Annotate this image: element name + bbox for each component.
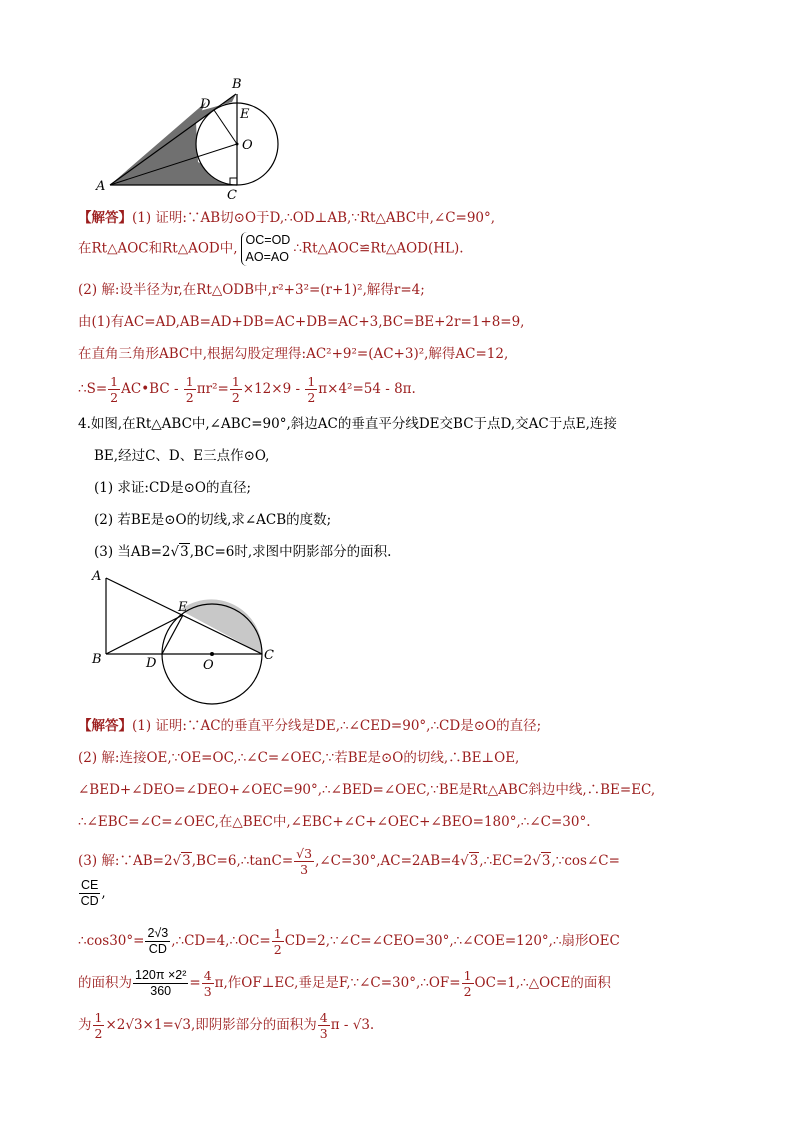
text: AC•BC -	[121, 381, 183, 397]
text: (3) 当AB=	[94, 544, 162, 560]
den: CD	[80, 894, 99, 908]
answer-tag: 【解答】	[78, 718, 132, 734]
label-o: O	[203, 658, 214, 673]
fraction-half	[108, 374, 120, 405]
label-c: C	[227, 188, 237, 202]
den: 2	[94, 1026, 103, 1041]
label-a: A	[96, 179, 106, 194]
num: 4	[203, 968, 212, 983]
text: ,∴EC=2	[479, 853, 533, 869]
solution4-line2: (2) 解:连接OE,∵OE=OC,∴∠C=∠OEC,∵若BE是⊙O的切线,∴BE⊥OE,	[78, 750, 520, 766]
solution3-line6	[78, 374, 416, 405]
den: 2	[463, 984, 472, 999]
num: CE	[81, 878, 99, 892]
system-brace	[241, 232, 291, 266]
text: 的面积为	[78, 975, 132, 991]
text: π - √3.	[330, 1017, 375, 1033]
fraction-half	[230, 374, 242, 405]
den: 2	[110, 390, 119, 405]
text: (3) 解:∵AB=2	[78, 853, 173, 869]
num: 120π ×2²	[135, 968, 187, 982]
den: 360	[150, 984, 172, 998]
text: CD=2,∵∠C=∠CEO=30°,∴∠COE=120°,∴扇形OEC	[284, 933, 620, 949]
text: ,∴CD=4,∴OC=	[171, 933, 271, 949]
text: 2	[161, 544, 171, 560]
label-a: A	[92, 569, 102, 584]
question4-part1: (1) 求证:CD是⊙O的直径;	[94, 480, 252, 496]
text: ∴cos30°=	[78, 933, 145, 949]
text: π×4²=54 - 8π.	[318, 381, 416, 397]
solution4-line7	[78, 926, 620, 957]
fraction-sector-area	[133, 968, 188, 999]
fraction-half	[305, 374, 317, 405]
label-c: C	[264, 648, 274, 663]
line-be	[106, 615, 183, 654]
radicand: 3	[469, 853, 479, 869]
num: 2√3	[147, 926, 169, 940]
solution4-line3: ∠BED+∠DEO=∠DEO+∠OEC=90°,∴∠BED=∠OEC,∵BE是Rt△ABC斜边中线,∴BE=EC,	[78, 782, 656, 798]
label-e: E	[240, 107, 250, 122]
fraction-ce-over-cd	[79, 878, 100, 909]
question4-line1: 4.如图,在Rt△ABC中,∠ABC=90°,斜边AC的垂直平分线DE交BC于点D,交AC于点E,连接	[78, 416, 617, 432]
solution4-line5: (3) 解:∵AB=2√3,BC=6,∴tanC= $\frac{√3}{3}$ ,∠C=30°,AC=2AB=4√3,∴EC=2√3,∵cos∠C=	[78, 846, 620, 877]
num: 4	[319, 1010, 328, 1025]
label-o: O	[242, 138, 253, 153]
solution4-line8	[78, 968, 611, 999]
text: (1) 证明:∵AB切⊙O于D,∴OD⊥AB,∵Rt△ABC中,∠C=90°,	[132, 210, 496, 226]
radicand: 3	[180, 544, 189, 560]
den: 2	[307, 390, 316, 405]
fraction-half	[93, 1010, 105, 1041]
text: ,∵cos∠C=	[551, 853, 620, 869]
solution3-line3: (2) 解:设半径为r,在Rt△ODB中,r²+3²=(r+1)²,解得r=4;	[78, 282, 425, 298]
label-b: B	[92, 652, 102, 667]
text: ×12×9 -	[242, 381, 305, 397]
den: 3	[319, 1026, 328, 1041]
label-d: D	[146, 656, 157, 671]
num: 1	[231, 374, 240, 389]
center-dot	[236, 143, 239, 146]
text: =	[189, 975, 201, 991]
solution4-line4: ∴∠EBC=∠C=∠OEC,在△BEC中,∠EBC+∠C+∠OEC+∠BEO=180°,∴∠C=30°.	[78, 814, 591, 830]
num: 1	[185, 374, 194, 389]
text: π,作OF⊥EC,垂足是F,∵∠C=30°,∴OF=	[214, 975, 461, 991]
solution4-line1	[78, 716, 541, 736]
den: 2	[185, 390, 194, 405]
question4-part2: (2) 若BE是⊙O的切线,求∠ACB的度数;	[94, 512, 332, 528]
fraction-4-over-3	[318, 1010, 330, 1041]
question4-part3: (3) 当AB=2√3,BC=6时,求图中阴影部分的面积.	[94, 544, 392, 560]
num: 1	[273, 926, 282, 941]
text: ,BC=6时,求图中阴影部分的面积.	[189, 544, 392, 560]
den: CD	[148, 942, 167, 956]
text: ∴S=	[78, 381, 108, 397]
text: OC=1,∴△OCE的面积	[474, 975, 611, 991]
den: 3	[203, 984, 212, 999]
answer-tag: 【解答】	[78, 210, 132, 226]
text: ,	[101, 885, 106, 901]
text: ,BC=6,∴tanC=	[191, 853, 294, 869]
figure-tangent-circle	[90, 72, 290, 202]
label-b: B	[232, 77, 242, 92]
text: (1) 证明:∵AC的垂直平分线是DE,∴∠CED=90°,∴CD是⊙O的直径;	[132, 718, 542, 734]
eq1: OC=OD	[245, 233, 291, 247]
text: πr²=	[196, 381, 229, 397]
radicand: 3	[541, 853, 551, 869]
fraction-4-over-3	[202, 968, 214, 999]
text: 在Rt△AOC和Rt△AOD中,	[78, 240, 238, 257]
den: 3	[300, 862, 309, 877]
eq2: AO=AO	[245, 250, 289, 264]
center-dot	[210, 652, 214, 656]
den: 2	[231, 390, 240, 405]
solution3-line2	[78, 232, 464, 266]
fraction-half	[184, 374, 196, 405]
text: ∴Rt△AOC≌Rt△AOD(HL).	[293, 240, 464, 257]
fraction-half	[272, 926, 284, 957]
label-d: D	[200, 97, 211, 112]
num: 1	[463, 968, 472, 983]
solution4-line9	[78, 1010, 374, 1041]
radicand: 3	[182, 853, 191, 869]
fraction-2root3-over-cd	[145, 926, 170, 957]
num: √3	[296, 846, 313, 861]
num: 1	[307, 374, 316, 389]
solution3-line5: 在直角三角形ABC中,根据勾股定理得:AC²+9²=(AC+3)²,解得AC=12,	[78, 346, 509, 362]
figure-circle-cde	[88, 565, 288, 710]
fraction-root3-over-3	[294, 846, 314, 877]
fraction-half	[462, 968, 474, 999]
num: 1	[110, 374, 119, 389]
label-e: E	[178, 600, 188, 615]
den: 2	[273, 942, 282, 957]
num: 1	[94, 1010, 103, 1025]
text: ×2√3×1=√3,即阴影部分的面积为	[105, 1017, 317, 1033]
solution3-line1	[78, 208, 495, 228]
text: ,∠C=30°,AC=2AB=4	[315, 853, 461, 869]
text: 为	[78, 1017, 92, 1033]
solution4-line6	[78, 878, 106, 909]
solution3-line4: 由(1)有AC=AD,AB=AD+DB=AC+DB=AC+3,BC=BE+2r=1+8=9,	[78, 314, 525, 330]
question4-line2: BE,经过C、D、E三点作⊙O,	[94, 448, 270, 464]
